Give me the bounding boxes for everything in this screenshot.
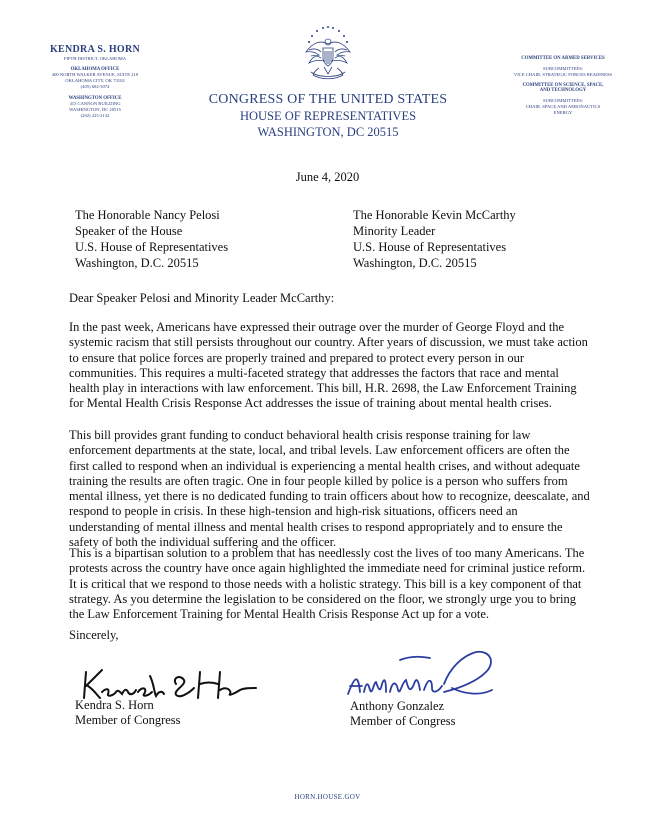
address-line: Minority Leader <box>353 224 436 238</box>
oklahoma-office-line: 400 NORTH WALKER AVENUE, SUITE 210 <box>51 72 139 77</box>
recipient-address-mccarthy <box>353 207 516 271</box>
subcommittee-line: VICE CHAIR, STRATEGIC FORCES READINESS <box>513 72 613 77</box>
signer-name: Kendra S. Horn <box>75 698 154 712</box>
address-line: Washington, D.C. 20515 <box>75 256 199 270</box>
signer-gonzalez <box>350 699 456 729</box>
oklahoma-office-title: OKLAHOMA OFFICE <box>70 67 120 72</box>
address-line: U.S. House of Representatives <box>75 240 229 254</box>
washington-office-title: WASHINGTON OFFICE <box>68 96 122 101</box>
committee-science-line: AND TECHNOLOGY <box>539 88 587 93</box>
signer-horn <box>75 698 181 728</box>
committee-science-line: COMMITTEE ON SCIENCE, SPACE, <box>522 83 604 88</box>
house-seal-eagle-icon <box>297 22 359 84</box>
subcommittee-line: ENERGY <box>553 110 573 115</box>
address-line: Speaker of the House <box>75 224 183 238</box>
committee-armed-services: COMMITTEE ON ARMED SERVICES <box>521 56 605 61</box>
signer-title: Member of Congress <box>350 714 456 728</box>
subcommittees-label: SUBCOMMITTEES: <box>542 66 584 71</box>
recipient-address-pelosi <box>75 207 228 271</box>
body-paragraph: In the past week, Americans have expressed their outrage over the murder of George Floyd and the systemic racism that still persists throughout our country. After years of discussion, we must take action to ensure that police forces are properly trained and prepared to protect every person in our communities. This requires a multi-faceted strategy that addresses the factors that race and mental health play in interactions with law enforcement. This bill, H.R. 2698, the Law Enforcement Training for Mental Health Crisis Response Act addresses the issue of training about mental health crises. <box>69 320 588 411</box>
subcommittee-line: CHAIR, SPACE AND AERONAUTICS <box>525 104 601 109</box>
city-line: WASHINGTON, DC 20515 <box>257 125 399 139</box>
closing: Sincerely, <box>69 628 119 642</box>
address-line: The Honorable Kevin McCarthy <box>353 208 516 222</box>
footer-website: HORN.HOUSE.GOV <box>294 793 361 801</box>
letterhead-title-block <box>180 92 476 140</box>
oklahoma-office-line: (405) 602-3074 <box>80 84 110 89</box>
oklahoma-office-line: OKLAHOMA CITY, OK 73102 <box>65 78 125 83</box>
washington-office-line: (202) 225-2132 <box>80 113 110 118</box>
member-name: KENDRA S. HORN <box>49 44 141 55</box>
member-district: FIFTH DISTRICT, OKLAHOMA <box>63 56 127 61</box>
body-paragraph: This bill provides grant funding to conduct behavioral health crisis response training for law enforcement departments at the state, local, and tribal levels. Law enforcement officers are often the first called to respond when an individual is experiencing a mental health crises, and without adequate training the results are often tragic. One in four people killed by police is a person who suffers from mental illness, yet there is no dedicated funding to train officers about how to recognize, deescalate, and respond to people in crisis. In these high-tension and high-risk situations, officers need an understanding of mental illness and mental health crises to respond appropriately and to ensure the safety of both the individual suffering and the officer. <box>69 428 590 550</box>
signer-title: Member of Congress <box>75 713 181 727</box>
body-paragraph: This is a bipartisan solution to a problem that has needlessly cost the lives of too many Americans. The protests across the country have once again highlighted the immediate need for criminal justice reform. It is critical that we respond to those needs with a holistic strategy. This bill is a key component of that strategy. As you determine the legislation to be considered on the floor, we strongly urge you to bring the Law Enforcement Training for Mental Health Crisis Response Act up for a vote. <box>69 546 586 622</box>
address-line: U.S. House of Representatives <box>353 240 507 254</box>
signer-name: Anthony Gonzalez <box>350 699 445 713</box>
address-line: Washington, D.C. 20515 <box>353 256 477 270</box>
house-title: HOUSE OF REPRESENTATIVES <box>239 109 417 123</box>
salutation: Dear Speaker Pelosi and Minority Leader McCarthy: <box>69 291 335 305</box>
washington-office-line: 415 CANNON BUILDING <box>69 101 121 106</box>
letter-date: June 4, 2020 <box>295 170 360 184</box>
committee-info-block <box>488 56 638 116</box>
subcommittees-label: SUBCOMMITTEES: <box>542 98 584 103</box>
congress-title: CONGRESS OF THE UNITED STATES <box>208 92 448 107</box>
address-line: The Honorable Nancy Pelosi <box>75 208 220 222</box>
gonzalez-signature-image <box>340 648 500 706</box>
member-info-block <box>20 44 170 119</box>
washington-office-line: WASHINGTON, DC 20515 <box>69 107 121 112</box>
